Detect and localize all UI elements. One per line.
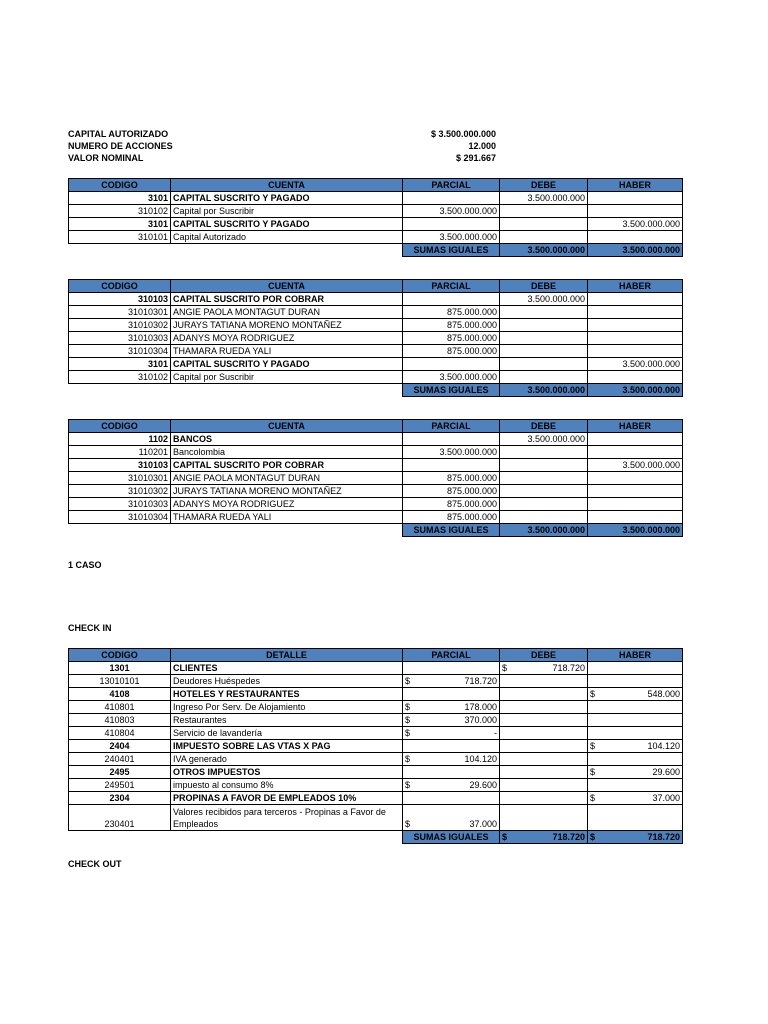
journal-table-1 bbox=[68, 178, 683, 257]
amount-value: 718.720 bbox=[552, 831, 585, 842]
parcial-cell: 875.000.000 bbox=[403, 306, 500, 319]
account-cell: Restaurantes bbox=[171, 714, 403, 727]
table-row bbox=[69, 358, 683, 371]
blank-cell bbox=[171, 831, 403, 844]
table-row bbox=[69, 306, 683, 319]
table-row bbox=[69, 192, 683, 205]
column-header: PARCIAL bbox=[403, 420, 500, 433]
account-cell: THAMARA RUEDA YALI bbox=[171, 511, 403, 524]
debe-cell bbox=[500, 662, 588, 675]
account-cell: CAPITAL SUSCRITO POR COBRAR bbox=[171, 459, 403, 472]
check-out-label: CHECK OUT bbox=[68, 859, 122, 869]
code-cell: 3101 bbox=[69, 218, 171, 231]
amount-value: 178.000 bbox=[464, 701, 497, 712]
account-cell: CAPITAL SUSCRITO POR COBRAR bbox=[171, 293, 403, 306]
currency-symbol: $ bbox=[405, 819, 411, 829]
haber-cell bbox=[588, 779, 683, 792]
debe-cell bbox=[500, 485, 588, 498]
haber-cell bbox=[588, 753, 683, 766]
sum-label: SUMAS IGUALES bbox=[403, 831, 500, 844]
code-cell: 310103 bbox=[69, 293, 171, 306]
account-cell: OTROS IMPUESTOS bbox=[171, 766, 403, 779]
amount-value: 718.720 bbox=[552, 662, 585, 673]
haber-cell bbox=[588, 192, 683, 205]
table-row bbox=[69, 218, 683, 231]
info-value: $ 291.667 bbox=[455, 153, 496, 163]
debe-cell bbox=[500, 358, 588, 371]
haber-cell bbox=[588, 433, 683, 446]
haber-cell: 3.500.000.000 bbox=[588, 358, 683, 371]
table-row bbox=[69, 446, 683, 459]
column-header: DETALLE bbox=[171, 649, 403, 662]
code-cell: 2404 bbox=[69, 740, 171, 753]
sum-haber bbox=[588, 831, 683, 844]
table-header-row bbox=[69, 179, 683, 192]
capital-info bbox=[68, 128, 496, 164]
table-row bbox=[69, 459, 683, 472]
blank-cell bbox=[69, 384, 171, 397]
code-cell: 2304 bbox=[69, 792, 171, 805]
account-cell: Capital por Suscribir bbox=[171, 205, 403, 218]
blank-cell bbox=[69, 831, 171, 844]
account-cell: Deudores Huéspedes bbox=[171, 675, 403, 688]
account-cell: Bancolombia bbox=[171, 446, 403, 459]
haber-cell bbox=[588, 792, 683, 805]
table-row bbox=[69, 371, 683, 384]
table-row bbox=[69, 766, 683, 779]
debe-cell bbox=[500, 753, 588, 766]
column-header: CUENTA bbox=[171, 179, 403, 192]
table-row bbox=[69, 485, 683, 498]
debe-cell bbox=[500, 779, 588, 792]
table-header-row bbox=[69, 420, 683, 433]
account-cell: JURAYS TATIANA MORENO MONTAÑEZ bbox=[171, 319, 403, 332]
parcial-cell bbox=[403, 779, 500, 792]
journal-table-2 bbox=[68, 279, 683, 397]
haber-cell bbox=[588, 727, 683, 740]
debe-cell bbox=[500, 218, 588, 231]
haber-cell bbox=[588, 371, 683, 384]
code-cell: 310102 bbox=[69, 205, 171, 218]
sum-label: SUMAS IGUALES bbox=[403, 384, 500, 397]
sum-row bbox=[69, 831, 683, 844]
table-row bbox=[69, 805, 683, 831]
code-cell: 31010304 bbox=[69, 511, 171, 524]
sum-haber: 3.500.000.000 bbox=[588, 524, 683, 537]
code-cell: 31010302 bbox=[69, 319, 171, 332]
parcial-cell bbox=[403, 688, 500, 701]
currency-symbol: $ bbox=[405, 779, 411, 790]
info-value: $ 3.500.000.000 bbox=[430, 129, 496, 139]
debe-cell bbox=[500, 205, 588, 218]
parcial-cell bbox=[403, 218, 500, 231]
haber-cell bbox=[588, 675, 683, 688]
debe-cell bbox=[500, 766, 588, 779]
debe-cell bbox=[500, 306, 588, 319]
parcial-cell bbox=[403, 459, 500, 472]
code-cell: 4108 bbox=[69, 688, 171, 701]
column-header: DEBE bbox=[500, 649, 588, 662]
debe-cell bbox=[500, 675, 588, 688]
code-cell: 410803 bbox=[69, 714, 171, 727]
account-cell: ANGIE PAOLA MONTAGUT DURAN bbox=[171, 306, 403, 319]
info-row bbox=[68, 140, 496, 152]
sum-row bbox=[69, 244, 683, 257]
account-cell: THAMARA RUEDA YALI bbox=[171, 345, 403, 358]
debe-cell bbox=[500, 498, 588, 511]
debe-cell bbox=[500, 319, 588, 332]
currency-symbol: $ bbox=[590, 792, 596, 803]
sum-debe bbox=[500, 831, 588, 844]
table-row bbox=[69, 511, 683, 524]
debe-cell bbox=[500, 740, 588, 753]
parcial-cell: 3.500.000.000 bbox=[403, 231, 500, 244]
table-row bbox=[69, 332, 683, 345]
column-header: CUENTA bbox=[171, 280, 403, 293]
account-cell: Ingreso Por Serv. De Alojamiento bbox=[171, 701, 403, 714]
currency-symbol: $ bbox=[405, 753, 411, 764]
currency-symbol: $ bbox=[590, 688, 596, 699]
haber-cell bbox=[588, 306, 683, 319]
account-cell: Valores recibidos para terceros - Propinas a Favor de Empleados bbox=[171, 805, 403, 831]
table-row bbox=[69, 662, 683, 675]
column-header: CODIGO bbox=[69, 649, 171, 662]
debe-cell bbox=[500, 805, 588, 831]
info-label: CAPITAL AUTORIZADO bbox=[68, 129, 169, 139]
haber-cell bbox=[588, 766, 683, 779]
sum-haber: 3.500.000.000 bbox=[588, 384, 683, 397]
account-cell: Capital Autorizado bbox=[171, 231, 403, 244]
parcial-cell: 875.000.000 bbox=[403, 332, 500, 345]
column-header: PARCIAL bbox=[403, 280, 500, 293]
column-header: CUENTA bbox=[171, 420, 403, 433]
account-cell: JURAYS TATIANA MORENO MONTAÑEZ bbox=[171, 485, 403, 498]
sum-debe: 3.500.000.000 bbox=[500, 524, 588, 537]
table-row bbox=[69, 688, 683, 701]
table-row bbox=[69, 675, 683, 688]
case-label: 1 CASO bbox=[68, 560, 102, 570]
amount-value: 29.600 bbox=[652, 766, 680, 777]
table-row bbox=[69, 740, 683, 753]
parcial-cell bbox=[403, 753, 500, 766]
code-cell: 31010301 bbox=[69, 306, 171, 319]
parcial-cell: 3.500.000.000 bbox=[403, 371, 500, 384]
code-cell: 2495 bbox=[69, 766, 171, 779]
table-row bbox=[69, 433, 683, 446]
haber-cell bbox=[588, 472, 683, 485]
parcial-cell bbox=[403, 358, 500, 371]
column-header: HABER bbox=[588, 649, 683, 662]
code-cell: 310101 bbox=[69, 231, 171, 244]
sum-row bbox=[69, 524, 683, 537]
table-row bbox=[69, 498, 683, 511]
account-cell: Servicio de lavandería bbox=[171, 727, 403, 740]
haber-cell bbox=[588, 205, 683, 218]
check-in-label: CHECK IN bbox=[68, 623, 112, 633]
amount-value: 718.720 bbox=[647, 831, 680, 842]
table-row bbox=[69, 792, 683, 805]
currency-symbol: $ bbox=[405, 675, 411, 686]
code-cell: 3101 bbox=[69, 192, 171, 205]
code-cell: 31010301 bbox=[69, 472, 171, 485]
code-cell: 240401 bbox=[69, 753, 171, 766]
table-row bbox=[69, 293, 683, 306]
currency-symbol: $ bbox=[590, 740, 596, 751]
haber-cell bbox=[588, 740, 683, 753]
sum-row bbox=[69, 384, 683, 397]
info-value: 12.000 bbox=[468, 141, 496, 151]
account-cell: BANCOS bbox=[171, 433, 403, 446]
debe-cell bbox=[500, 345, 588, 358]
sum-debe: 3.500.000.000 bbox=[500, 244, 588, 257]
account-cell: CLIENTES bbox=[171, 662, 403, 675]
account-cell: impuesto al consumo 8% bbox=[171, 779, 403, 792]
blank-cell bbox=[171, 384, 403, 397]
info-label: NUMERO DE ACCIONES bbox=[68, 141, 173, 151]
parcial-cell bbox=[403, 701, 500, 714]
currency-symbol: $ bbox=[405, 701, 411, 712]
column-header: DEBE bbox=[500, 280, 588, 293]
debe-cell bbox=[500, 231, 588, 244]
haber-cell bbox=[588, 446, 683, 459]
code-cell: 310103 bbox=[69, 459, 171, 472]
column-header: CODIGO bbox=[69, 420, 171, 433]
code-cell: 410801 bbox=[69, 701, 171, 714]
currency-symbol: $ bbox=[405, 727, 411, 738]
sum-debe: 3.500.000.000 bbox=[500, 384, 588, 397]
parcial-cell: 875.000.000 bbox=[403, 498, 500, 511]
account-cell: CAPITAL SUSCRITO Y PAGADO bbox=[171, 192, 403, 205]
column-header: DEBE bbox=[500, 420, 588, 433]
haber-cell bbox=[588, 319, 683, 332]
amount-value: 104.120 bbox=[464, 753, 497, 764]
debe-cell: 3.500.000.000 bbox=[500, 293, 588, 306]
table-row bbox=[69, 319, 683, 332]
account-cell: PROPINAS A FAVOR DE EMPLEADOS 10% bbox=[171, 792, 403, 805]
debe-cell: 3.500.000.000 bbox=[500, 192, 588, 205]
parcial-cell bbox=[403, 727, 500, 740]
blank-cell bbox=[171, 524, 403, 537]
account-cell: IMPUESTO SOBRE LAS VTAS X PAG bbox=[171, 740, 403, 753]
debe-cell bbox=[500, 714, 588, 727]
haber-cell bbox=[588, 714, 683, 727]
column-header: HABER bbox=[588, 280, 683, 293]
column-header: PARCIAL bbox=[403, 179, 500, 192]
amount-value: 104.120 bbox=[647, 740, 680, 751]
debe-cell bbox=[500, 792, 588, 805]
haber-cell bbox=[588, 662, 683, 675]
parcial-cell bbox=[403, 766, 500, 779]
currency-symbol: $ bbox=[590, 831, 596, 842]
account-cell: ANGIE PAOLA MONTAGUT DURAN bbox=[171, 472, 403, 485]
code-cell: 230401 bbox=[69, 805, 171, 831]
blank-cell bbox=[69, 244, 171, 257]
account-cell: ADANYS MOYA RODRIGUEZ bbox=[171, 332, 403, 345]
parcial-cell: 875.000.000 bbox=[403, 472, 500, 485]
check-in-table bbox=[68, 648, 683, 844]
sum-label: SUMAS IGUALES bbox=[403, 524, 500, 537]
debe-cell bbox=[500, 727, 588, 740]
amount-value: 718.720 bbox=[464, 675, 497, 686]
parcial-cell: 875.000.000 bbox=[403, 345, 500, 358]
amount-value: 29.600 bbox=[469, 779, 497, 790]
account-cell: IVA generado bbox=[171, 753, 403, 766]
haber-cell: 3.500.000.000 bbox=[588, 218, 683, 231]
journal-table-3 bbox=[68, 419, 683, 537]
parcial-cell bbox=[403, 740, 500, 753]
amount-value: 37.000 bbox=[652, 792, 680, 803]
parcial-cell: 875.000.000 bbox=[403, 485, 500, 498]
parcial-cell bbox=[403, 792, 500, 805]
table-row bbox=[69, 753, 683, 766]
debe-cell bbox=[500, 472, 588, 485]
code-cell: 1102 bbox=[69, 433, 171, 446]
haber-cell bbox=[588, 688, 683, 701]
code-cell: 249501 bbox=[69, 779, 171, 792]
parcial-cell bbox=[403, 805, 500, 831]
parcial-cell bbox=[403, 675, 500, 688]
debe-cell bbox=[500, 446, 588, 459]
code-cell: 31010302 bbox=[69, 485, 171, 498]
table-row bbox=[69, 345, 683, 358]
table-header-row bbox=[69, 649, 683, 662]
haber-cell bbox=[588, 701, 683, 714]
blank-cell bbox=[69, 524, 171, 537]
debe-cell bbox=[500, 332, 588, 345]
table-row bbox=[69, 779, 683, 792]
code-cell: 31010304 bbox=[69, 345, 171, 358]
amount-value: 370.000 bbox=[464, 714, 497, 725]
haber-cell bbox=[588, 332, 683, 345]
code-cell: 1301 bbox=[69, 662, 171, 675]
column-header: DEBE bbox=[500, 179, 588, 192]
haber-cell bbox=[588, 293, 683, 306]
parcial-cell bbox=[403, 714, 500, 727]
currency-symbol: $ bbox=[502, 662, 508, 673]
haber-cell bbox=[588, 805, 683, 831]
table-row bbox=[69, 714, 683, 727]
info-label: VALOR NOMINAL bbox=[68, 153, 144, 163]
amount-value: 37.000 bbox=[469, 819, 497, 829]
column-header: CODIGO bbox=[69, 280, 171, 293]
blank-cell bbox=[171, 244, 403, 257]
info-row bbox=[68, 128, 496, 140]
table-row bbox=[69, 472, 683, 485]
sum-haber: 3.500.000.000 bbox=[588, 244, 683, 257]
info-row bbox=[68, 152, 496, 164]
table-row bbox=[69, 205, 683, 218]
haber-cell: 3.500.000.000 bbox=[588, 459, 683, 472]
haber-cell bbox=[588, 498, 683, 511]
column-header: HABER bbox=[588, 420, 683, 433]
account-cell: ADANYS MOYA RODRIGUEZ bbox=[171, 498, 403, 511]
account-cell: CAPITAL SUSCRITO Y PAGADO bbox=[171, 218, 403, 231]
table-row bbox=[69, 727, 683, 740]
account-cell: Capital por Suscribir bbox=[171, 371, 403, 384]
parcial-cell: 3.500.000.000 bbox=[403, 446, 500, 459]
amount-value: - bbox=[494, 727, 497, 738]
parcial-cell bbox=[403, 662, 500, 675]
debe-cell bbox=[500, 701, 588, 714]
code-cell: 31010303 bbox=[69, 332, 171, 345]
currency-symbol: $ bbox=[590, 766, 596, 777]
code-cell: 310102 bbox=[69, 371, 171, 384]
column-header: CODIGO bbox=[69, 179, 171, 192]
table-row bbox=[69, 701, 683, 714]
column-header: HABER bbox=[588, 179, 683, 192]
column-header: PARCIAL bbox=[403, 649, 500, 662]
currency-symbol: $ bbox=[502, 831, 508, 842]
haber-cell bbox=[588, 231, 683, 244]
currency-symbol: $ bbox=[405, 714, 411, 725]
account-cell: CAPITAL SUSCRITO Y PAGADO bbox=[171, 358, 403, 371]
sum-label: SUMAS IGUALES bbox=[403, 244, 500, 257]
code-cell: 110201 bbox=[69, 446, 171, 459]
debe-cell bbox=[500, 511, 588, 524]
table-header-row bbox=[69, 280, 683, 293]
parcial-cell bbox=[403, 293, 500, 306]
parcial-cell: 875.000.000 bbox=[403, 319, 500, 332]
haber-cell bbox=[588, 485, 683, 498]
amount-value: 548.000 bbox=[647, 688, 680, 699]
parcial-cell bbox=[403, 192, 500, 205]
haber-cell bbox=[588, 511, 683, 524]
code-cell: 3101 bbox=[69, 358, 171, 371]
debe-cell bbox=[500, 459, 588, 472]
code-cell: 31010303 bbox=[69, 498, 171, 511]
parcial-cell: 875.000.000 bbox=[403, 511, 500, 524]
account-cell: HOTELES Y RESTAURANTES bbox=[171, 688, 403, 701]
parcial-cell: 3.500.000.000 bbox=[403, 205, 500, 218]
haber-cell bbox=[588, 345, 683, 358]
debe-cell bbox=[500, 688, 588, 701]
table-row bbox=[69, 231, 683, 244]
code-cell: 410804 bbox=[69, 727, 171, 740]
debe-cell bbox=[500, 371, 588, 384]
parcial-cell bbox=[403, 433, 500, 446]
code-cell: 13010101 bbox=[69, 675, 171, 688]
debe-cell: 3.500.000.000 bbox=[500, 433, 588, 446]
